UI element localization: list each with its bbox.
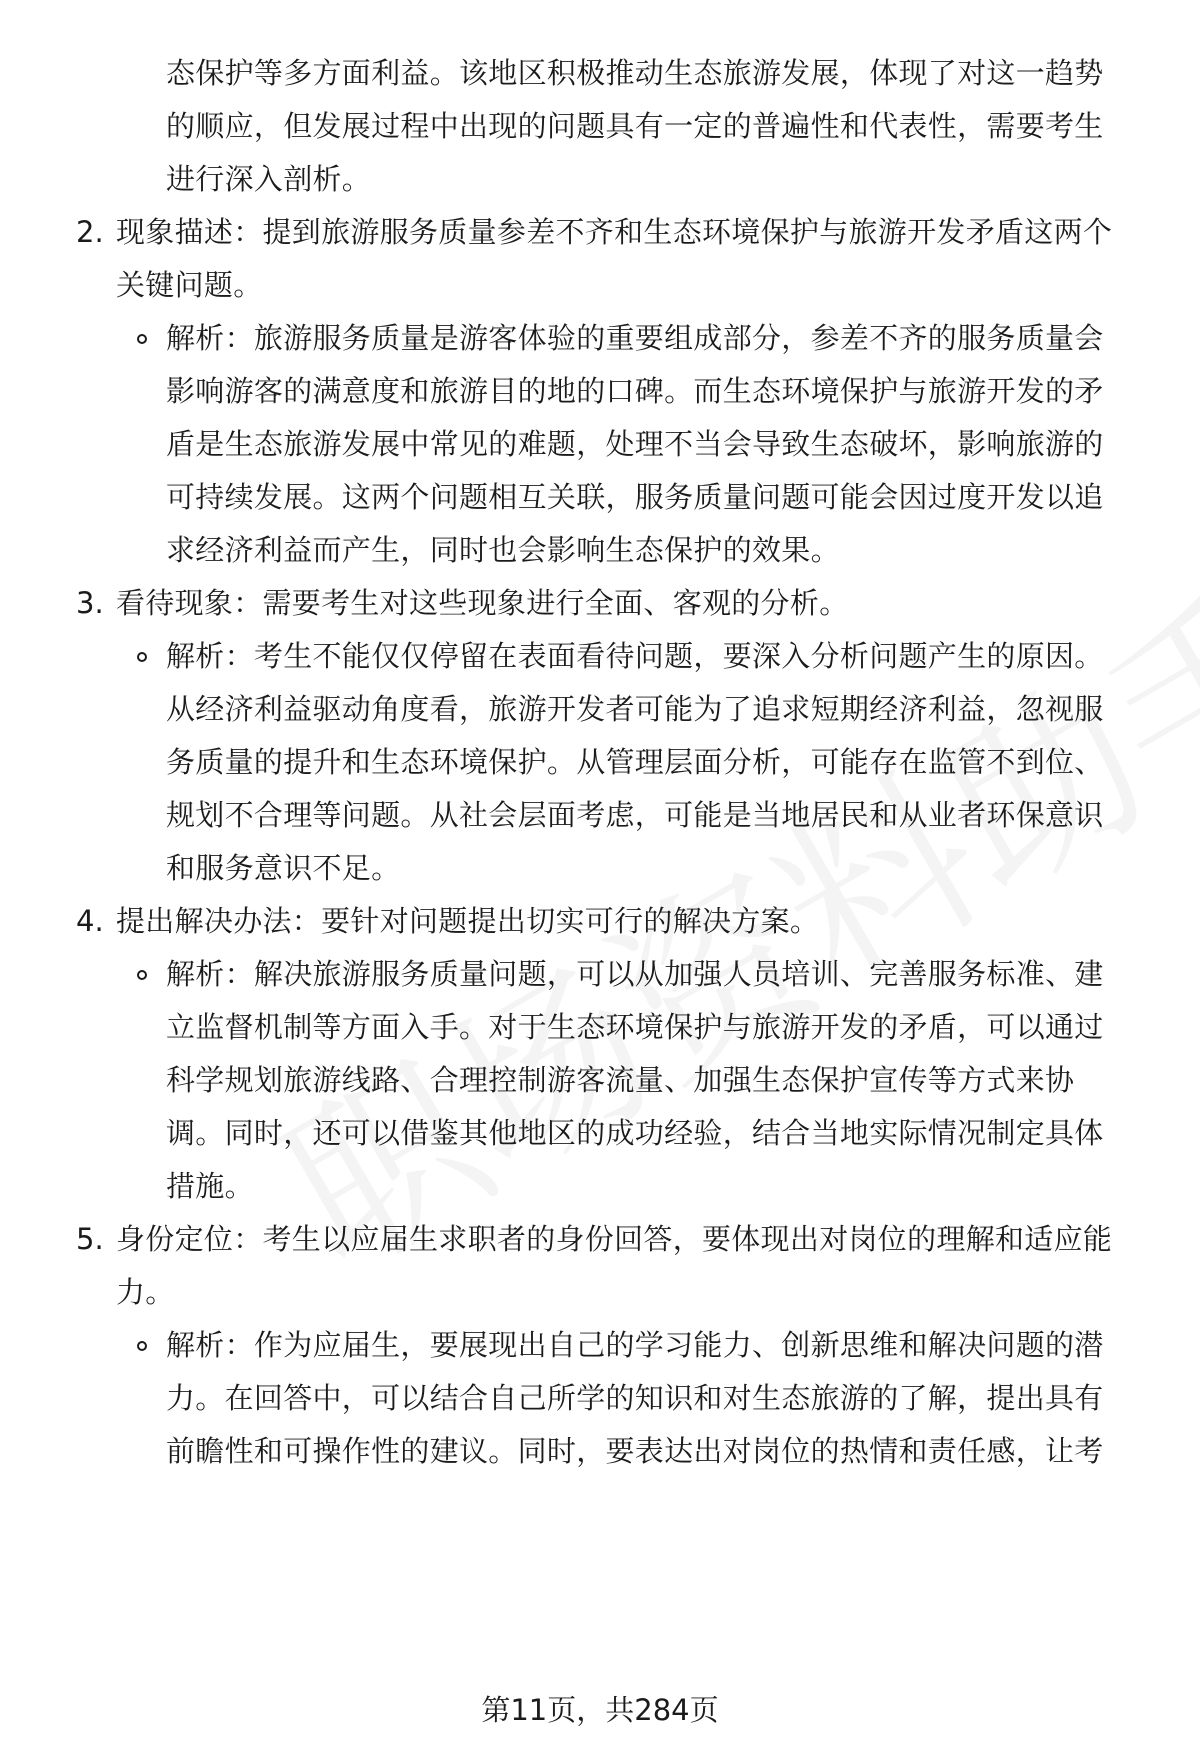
analysis-text-line: 规划不合理等问题。从社会层面考虑，可能是当地居民和从业者环保意识: [166, 798, 1104, 832]
analysis-text-line: 措施。: [166, 1169, 254, 1203]
analysis-text-line: 调。同时，还可以借鉴其他地区的成功经验，结合当地实际情况制定具体: [166, 1116, 1104, 1150]
analysis-text-line: 解析：作为应届生，要展现出自己的学习能力、创新思维和解决问题的潜: [166, 1328, 1104, 1362]
page-number-footer: 第11页，共284页: [481, 1693, 719, 1727]
list-item-heading-line: 力。: [116, 1275, 175, 1309]
analysis-text-line: 科学规划旅游线路、合理控制游客流量、加强生态保护宣传等方式来协: [166, 1063, 1075, 1097]
analysis-text-line: 可持续发展。这两个问题相互关联，服务质量问题可能会因过度开发以追: [166, 480, 1104, 514]
sub-bullet-icon: [137, 334, 147, 344]
list-item-number: 5.: [76, 1222, 104, 1256]
analysis-text-line: 立监督机制等方面入手。对于生态环境保护与旅游开发的矛盾，可以通过: [166, 1010, 1104, 1044]
analysis-text-line: 和服务意识不足。: [166, 851, 401, 885]
intro-text-line: 态保护等多方面利益。该地区积极推动生态旅游发展，体现了对这一趋势: [166, 56, 1104, 90]
list-item-heading-line: 看待现象：需要考生对这些现象进行全面、客观的分析。: [116, 586, 849, 620]
analysis-text-line: 求经济利益而产生，同时也会影响生态保护的效果。: [166, 533, 840, 567]
list-item-heading-line: 提出解决办法：要针对问题提出切实可行的解决方案。: [116, 904, 820, 938]
analysis-text-line: 盾是生态旅游发展中常见的难题，处理不当会导致生态破坏，影响旅游的: [166, 427, 1104, 461]
analysis-text-line: 解析：旅游服务质量是游客体验的重要组成部分，参差不齐的服务质量会: [166, 321, 1104, 355]
list-item-heading-line: 身份定位：考生以应届生求职者的身份回答，要体现出对岗位的理解和适应能: [116, 1222, 1113, 1256]
analysis-text-line: 务质量的提升和生态环境保护。从管理层面分析，可能存在监管不到位、: [166, 745, 1104, 779]
analysis-text-line: 解析：考生不能仅仅停留在表面看待问题，要深入分析问题产生的原因。: [166, 639, 1104, 673]
analysis-text-line: 解析：解决旅游服务质量问题，可以从加强人员培训、完善服务标准、建: [166, 957, 1104, 991]
sub-bullet-icon: [137, 1341, 147, 1351]
analysis-text-line: 力。在回答中，可以结合自己所学的知识和对生态旅游的了解，提出具有: [166, 1381, 1104, 1415]
list-item-heading-line: 关键问题。: [116, 268, 263, 302]
sub-bullet-icon: [137, 970, 147, 980]
analysis-text-line: 从经济利益驱动角度看，旅游开发者可能为了追求短期经济利益，忽视服: [166, 692, 1104, 726]
analysis-text-line: 前瞻性和可操作性的建议。同时，要表达出对岗位的热情和责任感，让考: [166, 1434, 1104, 1468]
list-item-heading-line: 现象描述：提到旅游服务质量参差不齐和生态环境保护与旅游开发矛盾这两个: [116, 215, 1113, 249]
sub-bullet-icon: [137, 652, 147, 662]
intro-text-line: 的顺应，但发展过程中出现的问题具有一定的普遍性和代表性，需要考生: [166, 109, 1104, 143]
list-item-number: 3.: [76, 586, 104, 620]
intro-text-line: 进行深入剖析。: [166, 162, 372, 196]
analysis-text-line: 影响游客的满意度和旅游目的地的口碑。而生态环境保护与旅游开发的矛: [166, 374, 1104, 408]
list-item-number: 4.: [76, 904, 104, 938]
list-item-number: 2.: [76, 215, 104, 249]
